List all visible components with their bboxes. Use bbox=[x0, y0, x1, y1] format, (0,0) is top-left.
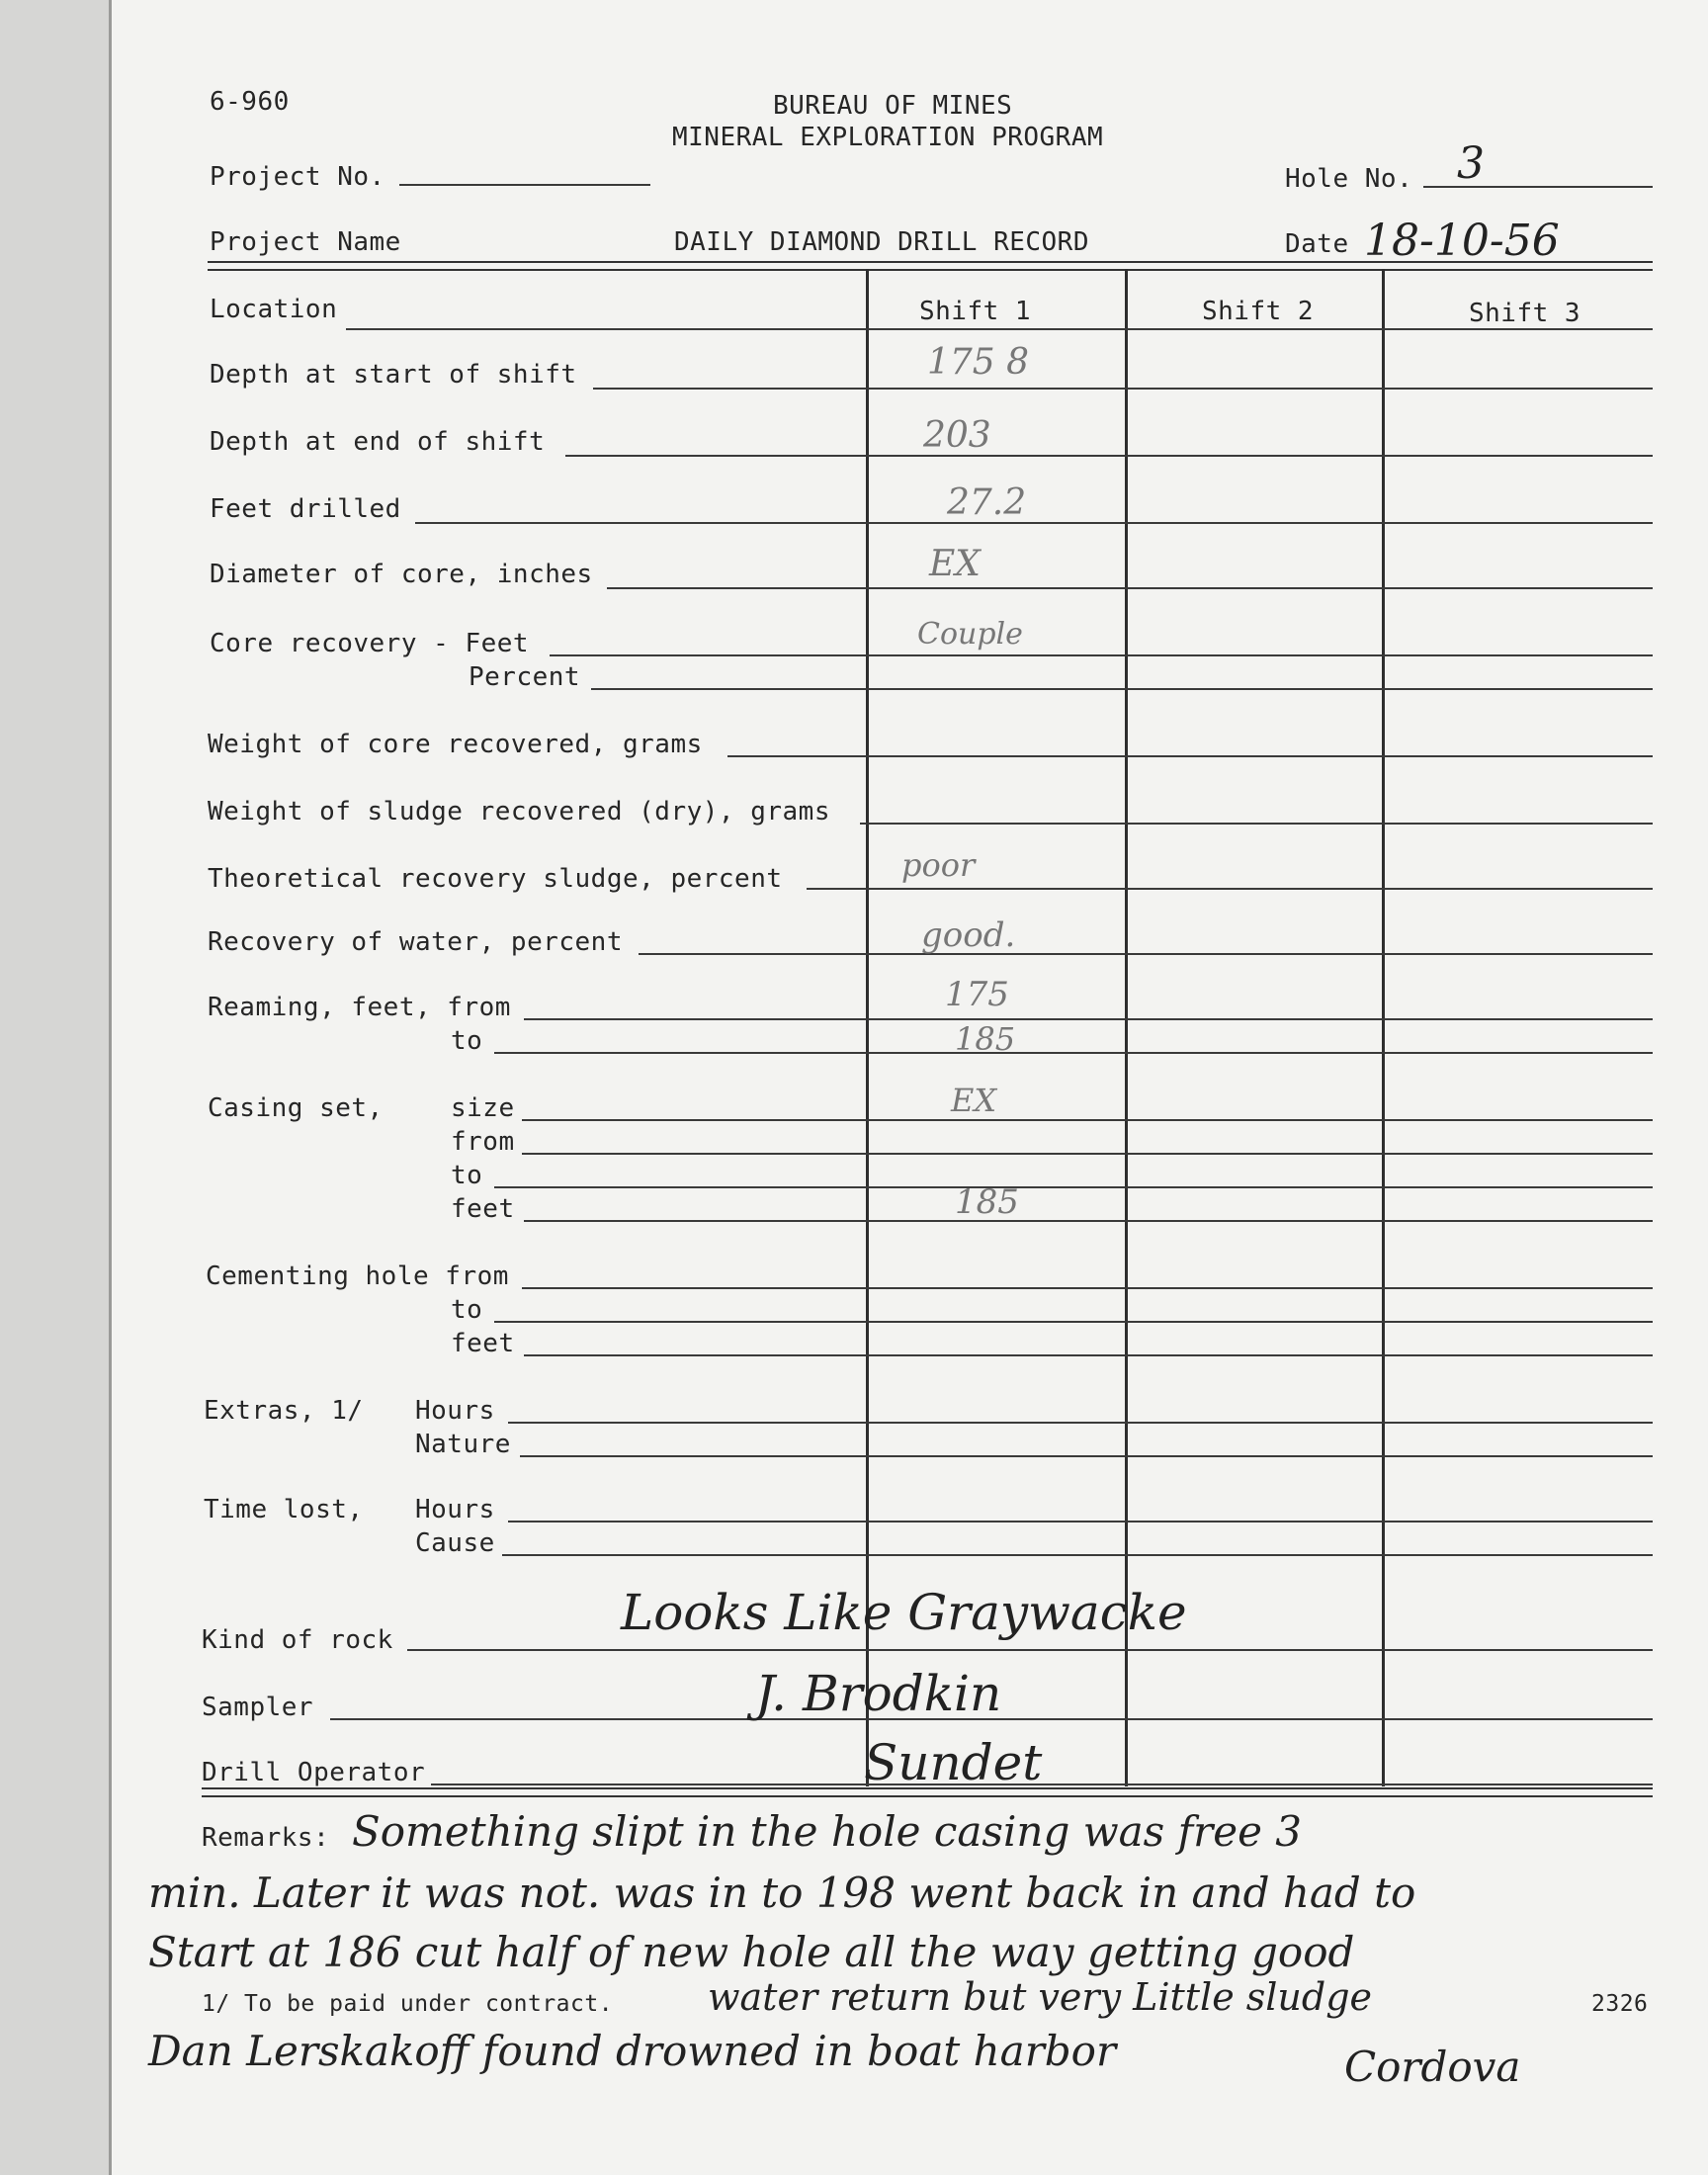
remarks-label: Remarks: bbox=[202, 1823, 330, 1853]
drill-operator-label: Drill Operator bbox=[202, 1758, 426, 1787]
date-label: Date bbox=[1285, 229, 1349, 259]
shift1-depth-end: 203 bbox=[923, 415, 991, 456]
casing-from-field[interactable] bbox=[522, 1153, 1653, 1155]
casing-feet-field[interactable] bbox=[524, 1220, 1653, 1222]
extras-label: Extras, 1/ bbox=[204, 1396, 364, 1426]
weight-core-label: Weight of core recovered, grams bbox=[208, 730, 703, 759]
kind-of-rock-label: Kind of rock bbox=[202, 1625, 393, 1655]
depth-start-label: Depth at start of shift bbox=[210, 360, 577, 390]
hole-no-label: Hole No. bbox=[1285, 164, 1413, 194]
cementing-from-field[interactable] bbox=[522, 1287, 1653, 1289]
water-field[interactable] bbox=[639, 953, 1653, 955]
reaming-to-field[interactable] bbox=[494, 1052, 1653, 1054]
reaming-label: Reaming, feet, from bbox=[208, 993, 511, 1022]
remarks-line-2: min. Later it was not. was in to 198 went back in and had to bbox=[148, 1869, 1416, 1917]
shift2-column-border bbox=[1125, 269, 1128, 1786]
percent-field[interactable] bbox=[591, 688, 1653, 690]
core-recovery-label: Core recovery - Feet bbox=[210, 629, 530, 658]
remarks-line-5: Dan Lerskakoff found drowned in boat harbor bbox=[148, 2027, 1117, 2075]
agency-title: BUREAU OF MINES bbox=[773, 91, 1013, 121]
shift3-column-border bbox=[1382, 269, 1385, 1786]
shift1-casing-feet: 185 bbox=[955, 1182, 1019, 1222]
shift1-reaming-to: 185 bbox=[955, 1020, 1016, 1058]
casing-from-label: from bbox=[451, 1127, 515, 1157]
hole-no-value: 3 bbox=[1457, 138, 1485, 189]
document-number: 2326 bbox=[1591, 1991, 1649, 2017]
diameter-label: Diameter of core, inches bbox=[210, 560, 593, 589]
casing-label: Casing set, bbox=[208, 1093, 384, 1123]
extras-hours-field[interactable] bbox=[508, 1422, 1653, 1424]
header-rule-top bbox=[208, 261, 1653, 263]
feet-drilled-field[interactable] bbox=[415, 522, 1653, 524]
sampler-label: Sampler bbox=[202, 1693, 314, 1722]
program-title: MINERAL EXPLORATION PROGRAM bbox=[672, 123, 1104, 152]
sampler-value: J. Brodkin bbox=[755, 1665, 1002, 1722]
form-title: DAILY DIAMOND DRILL RECORD bbox=[674, 227, 1089, 257]
project-name-label: Project Name bbox=[210, 227, 401, 257]
date-value: 18-10-56 bbox=[1364, 216, 1560, 266]
water-label: Recovery of water, percent bbox=[208, 927, 623, 957]
signature-rule-top bbox=[202, 1787, 1653, 1789]
remarks-line-1: Something slipt in the hole casing was free 3 bbox=[352, 1807, 1302, 1856]
casing-size-label: size bbox=[451, 1093, 515, 1123]
drill-operator-value: Sundet bbox=[864, 1734, 1043, 1791]
shift1-core-recovery: Couple bbox=[917, 617, 1023, 652]
cementing-to-label: to bbox=[451, 1295, 483, 1325]
cementing-label: Cementing hole from bbox=[206, 1262, 509, 1291]
project-no-label: Project No. bbox=[210, 162, 385, 192]
shift2-header: Shift 2 bbox=[1202, 297, 1315, 326]
kind-of-rock-value: Looks Like Graywacke bbox=[621, 1584, 1187, 1641]
casing-feet-label: feet bbox=[451, 1194, 515, 1224]
time-lost-cause-field[interactable] bbox=[502, 1554, 1653, 1556]
shift1-theoretical: poor bbox=[901, 846, 976, 884]
core-recovery-field[interactable] bbox=[550, 654, 1653, 656]
cementing-feet-field[interactable] bbox=[524, 1354, 1653, 1356]
remarks-line-6: Cordova bbox=[1344, 2043, 1521, 2091]
depth-end-label: Depth at end of shift bbox=[210, 427, 546, 457]
signature-rule-bottom bbox=[202, 1795, 1653, 1797]
location-label: Location bbox=[210, 295, 338, 324]
cementing-to-field[interactable] bbox=[494, 1321, 1653, 1323]
weight-sludge-field[interactable] bbox=[860, 823, 1653, 825]
weight-sludge-label: Weight of sludge recovered (dry), grams bbox=[208, 797, 830, 826]
time-lost-cause-label: Cause bbox=[415, 1528, 495, 1558]
shift1-column-border bbox=[866, 269, 869, 1786]
shift3-header: Shift 3 bbox=[1469, 299, 1581, 328]
reaming-from-field[interactable] bbox=[524, 1018, 1653, 1020]
depth-start-field[interactable] bbox=[593, 388, 1653, 390]
reaming-to-label: to bbox=[451, 1026, 483, 1056]
casing-to-label: to bbox=[451, 1161, 483, 1190]
shift1-depth-start: 175 8 bbox=[927, 342, 1030, 383]
remarks-line-3: Start at 186 cut half of new hole all the way getting good bbox=[148, 1928, 1355, 1976]
cementing-feet-label: feet bbox=[451, 1329, 515, 1358]
diameter-field[interactable] bbox=[607, 587, 1653, 589]
time-lost-label: Time lost, bbox=[204, 1495, 364, 1524]
kind-of-rock-field[interactable] bbox=[407, 1649, 1653, 1651]
depth-end-field[interactable] bbox=[565, 455, 1653, 457]
feet-drilled-label: Feet drilled bbox=[210, 494, 401, 524]
form-number: 6-960 bbox=[210, 87, 290, 117]
project-no-field[interactable] bbox=[399, 184, 650, 186]
shift1-header: Shift 1 bbox=[919, 297, 1032, 326]
time-lost-hours-label: Hours bbox=[415, 1495, 495, 1524]
remarks-line-4: water return but very Little sludge bbox=[708, 1975, 1373, 2019]
extras-nature-field[interactable] bbox=[520, 1455, 1653, 1457]
theoretical-field[interactable] bbox=[807, 888, 1653, 890]
casing-size-field[interactable] bbox=[522, 1119, 1653, 1121]
percent-label: Percent bbox=[469, 662, 581, 692]
theoretical-label: Theoretical recovery sludge, percent bbox=[208, 864, 783, 894]
header-rule-bottom bbox=[208, 269, 1653, 271]
time-lost-hours-field[interactable] bbox=[508, 1521, 1653, 1522]
extras-nature-label: Nature bbox=[415, 1430, 511, 1459]
shift1-casing-size: EX bbox=[951, 1082, 997, 1119]
location-field[interactable] bbox=[346, 328, 866, 330]
shift1-water: good. bbox=[921, 915, 1016, 955]
extras-hours-label: Hours bbox=[415, 1396, 495, 1426]
weight-core-field[interactable] bbox=[727, 755, 1653, 757]
footnote: 1/ To be paid under contract. bbox=[202, 1991, 614, 2017]
shift1-diameter: EX bbox=[929, 544, 981, 584]
shift1-feet-drilled: 27.2 bbox=[947, 482, 1027, 523]
location-shift-fields[interactable] bbox=[866, 328, 1653, 330]
casing-to-field[interactable] bbox=[494, 1186, 1653, 1188]
shift1-reaming-from: 175 bbox=[945, 975, 1009, 1014]
